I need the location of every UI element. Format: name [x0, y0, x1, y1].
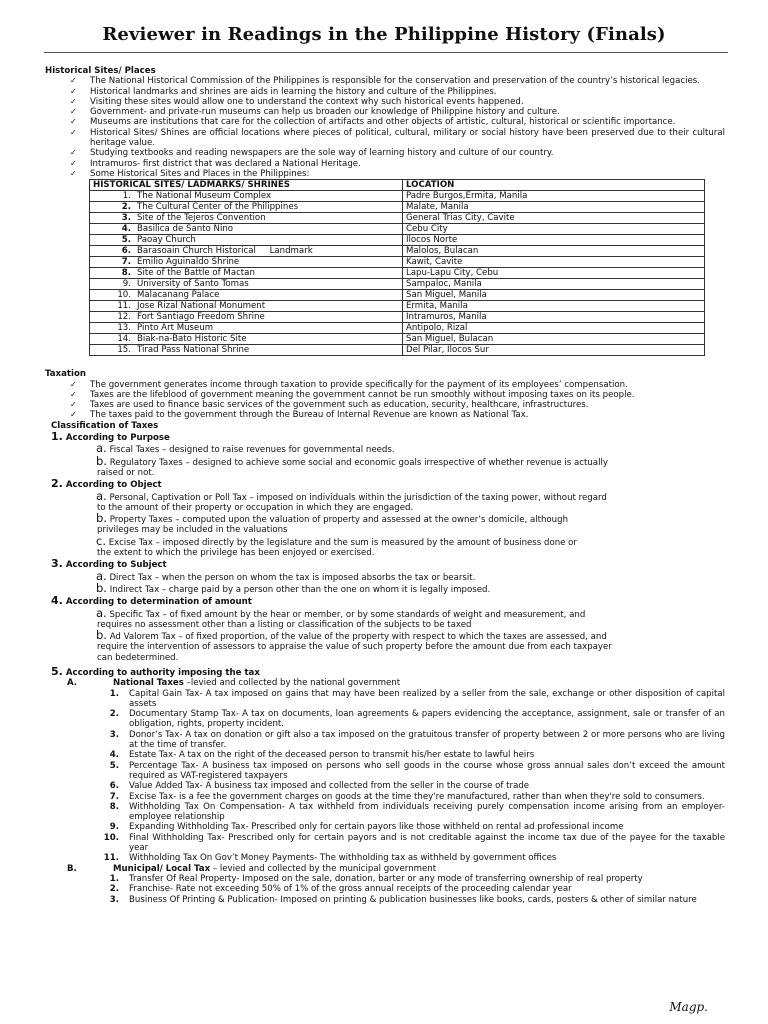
object-heading: 2. According to Object — [51, 477, 162, 491]
table-row — [90, 268, 705, 279]
taxation-bullet: ✓ The taxes paid to the government through the Bureau of Internal Revenue are known as National Tax. — [70, 410, 529, 421]
checkmark-icon: ✓ — [70, 400, 77, 410]
checkmark-icon: ✓ — [70, 148, 77, 158]
amount-item-a: a. Specific Tax – of fixed amount by the hear or member, or by some standards of weight and measurement, and — [96, 605, 586, 620]
list-item: 3. Business Of Printing & Publication- Imposed on printing & publication businesses like books, cards, posters & other of similar nature — [109, 894, 697, 905]
list-item: 10. Final Withholding Tax- Prescribed only for certain payors and is not creditable against the income tax due of the payee for the taxable year — [103, 832, 725, 854]
site-location-cell: Cebu City — [403, 224, 705, 235]
author-signature: Magp. — [669, 1000, 708, 1014]
object-item-a: a. Personal, Captivation or Poll Tax – imposed on individuals within the jurisdiction of the taxing power, without regard — [96, 488, 607, 503]
historical-sites-table — [89, 179, 705, 356]
historical-bullet: ✓ Studying textbooks and reading newspapers are the sole way of learning history and culture of our country. — [70, 148, 554, 159]
object-item-b-cont: privileges may be included in the valuations — [97, 525, 288, 536]
site-name-cell: 10. Malacanang Palace — [90, 290, 403, 301]
taxation-heading: Taxation — [45, 369, 86, 380]
site-name-cell: 13. Pinto Art Museum — [90, 323, 403, 334]
purpose-item-a: a. Fiscal Taxes – designed to raise revenues for governmental needs. — [96, 441, 395, 456]
amount-item-b-cont2: can bedetermined. — [97, 652, 179, 663]
national-tax-list — [45, 689, 725, 864]
object-item-c-cont: the extent to which the privilege has been enjoyed or exercised. — [97, 548, 375, 559]
list-item: 6. Value Added Tax- A business tax imposed and collected from the seller in the course of trade — [109, 781, 530, 792]
site-name-cell: 9. University of Santo Tomas — [90, 279, 403, 290]
table-row — [90, 345, 705, 356]
amount-item-a-cont: requires no assessment other than a listing or classification of the subjects to be taxed — [97, 619, 472, 630]
site-location-cell: Intramuros, Manila — [403, 312, 705, 323]
list-item: 1. Capital Gain Tax- A tax imposed on gains that may have been realized by a seller from the sale, exchange or other disposition of capital assets — [109, 688, 725, 709]
list-item: 5. Percentage Tax- A business tax imposed on persons who sell goods in the course whose gross annual sales don’t exceed the amount required as VAT-registered taxpayers — [109, 760, 725, 781]
historical-bullet: ✓ Intramuros- first district that was declared a National Heritage. — [70, 158, 361, 169]
checkmark-icon: ✓ — [70, 96, 77, 106]
subject-item-a: a. Direct Tax – when the person on whom the tax is imposed absorbs the tax or bearsit. — [96, 568, 476, 583]
site-location-cell: Sampaloc, Manila — [403, 279, 705, 290]
checkmark-icon: ✓ — [70, 127, 77, 137]
site-location-cell: San Miguel, Bulacan — [403, 334, 705, 345]
table-header-location: LOCATION — [403, 180, 705, 191]
taxation-bullet: ✓ Taxes are the lifeblood of government meaning the government cannot be run smoothly without imposing taxes on its people. — [70, 389, 635, 400]
classification-heading: Classification of Taxes — [51, 420, 159, 431]
site-location-cell: San Miguel, Manila — [403, 290, 705, 301]
table-row — [90, 290, 705, 301]
purpose-heading: 1. According to Purpose — [51, 430, 170, 444]
site-location-cell: Lapu-Lapu City, Cebu — [403, 268, 705, 279]
site-location-cell: Antipolo, Rizal — [403, 323, 705, 334]
table-row — [90, 334, 705, 345]
site-location-cell: Ilocos Norte — [403, 235, 705, 246]
subject-heading: 3. According to Subject — [51, 557, 167, 571]
table-header-sites: HISTORICAL SITES/ LADMARKS/ SHRINES — [90, 180, 403, 191]
checkmark-icon: ✓ — [70, 76, 77, 86]
list-item: 8. Withholding Tax On Compensation- A tax withheld from individuals receiving purely compensation income arising from an employer-employee relationship — [109, 801, 725, 823]
site-name-cell: 2. The Cultural Center of the Philippines — [90, 202, 403, 213]
local-tax-list — [45, 874, 725, 905]
table-row — [90, 224, 705, 235]
local-tax-heading: B. Municipal/ Local Tax – levied and collected by the municipal government — [67, 863, 437, 874]
national-tax-heading: A. National Taxes –levied and collected by the national government — [67, 678, 401, 689]
table-row — [90, 323, 705, 334]
site-name-cell: 3. Site of the Tejeros Convention — [90, 213, 403, 224]
list-item: 2. Franchise- Rate not exceeding 50% of 1% of the gross annual receipts of the proceeding calendar year — [109, 884, 572, 895]
taxation-bullet: ✓ The government generates income through taxation to provide specifically for the payment of its employees’ compensation. — [70, 379, 628, 390]
checkmark-icon: ✓ — [70, 389, 77, 399]
page-title: Reviewer in Readings in the Philippine History (Finals) — [102, 24, 666, 45]
list-item: 11. Withholding Tax On Gov’t Money Payments- The withholding tax as withheld by government offices — [103, 853, 557, 864]
checkmark-icon: ✓ — [70, 410, 77, 420]
site-name-cell: 11. Jose Rizal National Monument — [90, 301, 403, 312]
table-row — [90, 246, 705, 257]
site-name-cell: 12. Fort Santiago Freedom Shrine — [90, 312, 403, 323]
checkmark-icon: ✓ — [70, 379, 77, 389]
site-location-cell: Malolos, Bulacan — [403, 246, 705, 257]
historical-bullet: ✓ Some Historical Sites and Places in the Philippines: — [70, 168, 310, 179]
table-row — [90, 257, 705, 268]
amount-item-b: b. Ad Valorem Tax – of fixed proportion, of the value of the property with respect to which the taxes are assessed, and — [96, 628, 607, 643]
site-name-cell: 1. The National Museum Complex — [90, 191, 403, 202]
site-name-cell: 15. Tirad Pass National Shrine — [90, 345, 403, 356]
checkmark-icon: ✓ — [70, 86, 77, 96]
object-item-c: c. Excise Tax – imposed directly by the legislature and the sum is measured by the amount of business done or — [96, 533, 577, 548]
purpose-item-b: b. Regulatory Taxes – designed to achieve some social and economic goals irrespective of whether revenue is actually — [96, 453, 608, 468]
checkmark-icon: ✓ — [70, 107, 77, 117]
site-location-cell: Malate, Manila — [403, 202, 705, 213]
site-name-cell: 8. Site of the Battle of Mactan — [90, 268, 403, 279]
table-row — [90, 312, 705, 323]
list-item: 7. Excise Tax- is a fee the government charges on goods at the time they're manufactured, rather than when they're sold to consumers. — [109, 791, 705, 802]
site-name-cell: 6. Barasoain Church Historical Landmark — [90, 246, 403, 257]
historical-bullet: ✓ Historical Sites/ Shines are official locations where pieces of political, cultural, military or social history have been preserved due to their cultural heritage value. — [70, 127, 725, 149]
list-item: 1. Transfer Of Real Property- Imposed on the sale, donation, barter or any mode of transferring ownership of real property — [109, 873, 643, 884]
table-row — [90, 213, 705, 224]
historical-bullet: ✓ Visiting these sites would allow one to understand the context why such historical events happened. — [70, 96, 524, 107]
checkmark-icon: ✓ — [70, 158, 77, 168]
taxation-bullet-list — [45, 380, 725, 421]
table-row — [90, 279, 705, 290]
amount-item-b-cont: require the intervention of assessors to appraise the value of such property before the amount due from each taxpayer — [97, 642, 612, 653]
list-item: 9. Expanding Withholding Tax- Prescribed only for certain payors like those withheld on rental ad professional income — [109, 822, 624, 833]
site-location-cell: Kawit, Cavite — [403, 257, 705, 268]
historical-bullet: ✓ Museums are institutions that care for the collection of artifacts and other objects of artistic, cultural, historical or scientific importance. — [70, 117, 676, 128]
amount-heading: 4. According to determination of amount — [51, 594, 252, 608]
purpose-item-b-cont: raised or not. — [97, 467, 155, 478]
object-item-a-cont: to the amount of their property or occupation in which they are engaged. — [97, 502, 414, 513]
taxation-bullet: ✓ Taxes are used to finance basic services of the government such as education, security, healthcare, infrastructures. — [70, 400, 589, 411]
table-row — [90, 191, 705, 202]
historical-bullet: ✓ The National Historical Commission of the Philippines is responsible for the conservation and preservation of the country’s historical legacies. — [70, 76, 700, 87]
site-name-cell: 4. Basilica de Santo Nino — [90, 224, 403, 235]
list-item: 2. Documentary Stamp Tax- A tax on documents, loan agreements & papers evidencing the acceptance, assignment, sale or transfer of an obligation, rights, property incident. — [109, 709, 725, 730]
historical-bullet: ✓ Government- and private-run museums can help us broaden our knowledge of Philippine history and culture. — [70, 107, 560, 118]
table-row — [90, 202, 705, 213]
site-location-cell: Ermita, Manila — [403, 301, 705, 312]
document-body — [45, 66, 725, 905]
table-row — [90, 235, 705, 246]
historical-bullet: ✓ Historical landmarks and shrines are aids in learning the history and culture of the Philippines. — [70, 86, 497, 97]
checkmark-icon: ✓ — [70, 168, 77, 178]
site-location-cell: Del Pilar, Ilocos Sur — [403, 345, 705, 356]
historical-heading: Historical Sites/ Places — [45, 66, 156, 76]
subject-item-b: b. Indirect Tax – charge paid by a person other than the one on whom it is legally imposed. — [96, 580, 491, 595]
title-divider — [44, 52, 728, 53]
historical-bullet-list — [45, 76, 725, 179]
list-item: 4. Estate Tax- A tax on the right of the deceased person to transmit his/her estate to lawful heirs — [109, 750, 535, 761]
list-item: 3. Donor’s Tax- A tax on donation or gift also a tax imposed on the gratuitous transfer of property between 2 or more persons who are living at the time of transfer. — [109, 729, 725, 751]
checkmark-icon: ✓ — [70, 117, 77, 127]
object-item-b: b. Property Taxes – computed upon the valuation of property and assessed at the owner’s domicile, although — [96, 511, 569, 526]
site-name-cell: 14. Biak-na-Bato Historic Site — [90, 334, 403, 345]
site-location-cell: General Trias City, Cavite — [403, 213, 705, 224]
site-name-cell: 7. Emilio Aguinaldo Shrine — [90, 257, 403, 268]
table-row — [90, 301, 705, 312]
site-name-cell: 5. Paoay Church — [90, 235, 403, 246]
authority-heading: 5. According to authority imposing the tax — [51, 664, 260, 678]
site-location-cell: Padre Burgos,Ermita, Manila — [403, 191, 705, 202]
